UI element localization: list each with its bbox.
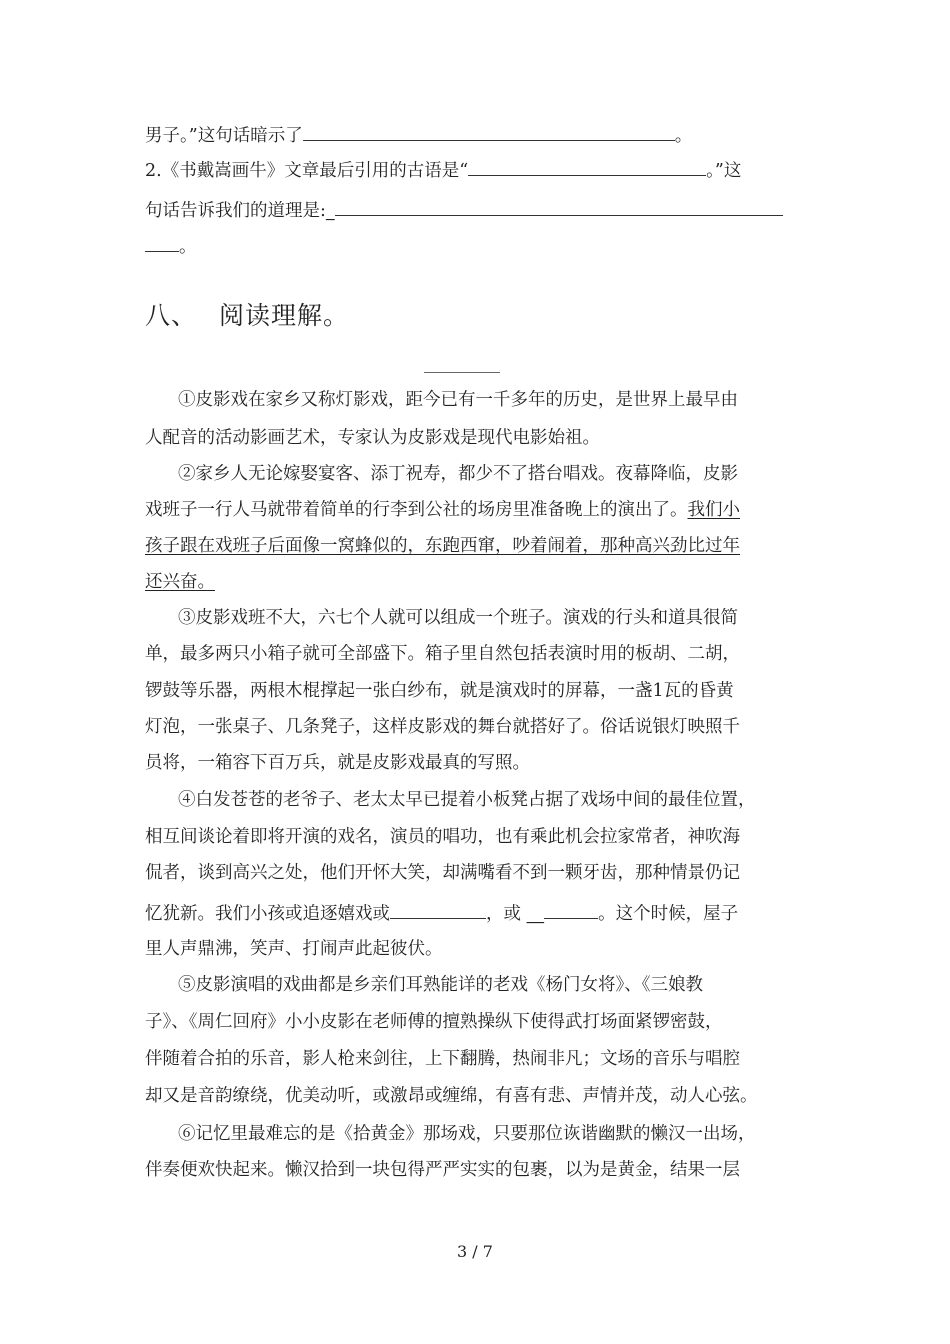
passage-line: ②家乡人无论嫁娶宴客、添丁祝寿，都少不了搭台唱戏。夜幕降临，皮影 — [178, 464, 738, 484]
passage-line: 员将，一箱容下百万兵，就是皮影戏最真的写照。 — [145, 753, 530, 773]
q2-line-2 — [145, 197, 815, 223]
passage-line: 灯泡，一张桌子、几条凳子，这样皮影戏的舞台就搭好了。俗话说银灯映照千 — [145, 717, 740, 737]
q1-tail-text: 男子。”这句话暗示了 — [145, 126, 303, 146]
passage-line: 子》、《周仁回府》小小皮影在老师傅的擅熟操纵下使得武打场面紧锣密鼓， — [145, 1012, 723, 1032]
q2-line — [145, 157, 815, 183]
answer-blank[interactable] — [468, 157, 706, 176]
section-title: 阅读理解。 — [219, 301, 350, 330]
passage-line: ⑥记忆里最难忘的是《拾黄金》那场戏，只要那位诙谐幽默的懒汉一出场， — [178, 1124, 756, 1144]
underlined-sentence: 孩子跟在戏班子后面像一窝蜂似的，东跑西窜，吵着闹着，那种高兴劲比过年 — [145, 536, 740, 556]
q2-line-3 — [145, 233, 815, 259]
blank-prefix: __ — [526, 904, 545, 924]
passage-line: 伴随着合拍的乐音，影人枪来剑往，上下翻腾，热闹非凡；文场的音乐与唱腔 — [145, 1049, 740, 1069]
passage-text: 。这个时候，屋子 — [598, 904, 739, 924]
answer-blank[interactable] — [303, 122, 675, 141]
answer-blank[interactable] — [544, 900, 598, 919]
q1-tail-line — [145, 122, 815, 148]
q2-text-2: 句话告诉我们的道理是: — [145, 201, 326, 221]
q2-underscore: _ — [325, 201, 335, 221]
page-number: 3 / 7 — [457, 1242, 493, 1261]
section-number: 八、 — [145, 301, 198, 330]
passage-line: ③皮影戏班不大，六七个人就可以组成一个班子。演戏的行头和道具很简 — [178, 608, 738, 628]
passage-line: ④白发苍苍的老爷子、老太太早已提着小板凳占据了戏场中间的最佳位置， — [178, 790, 756, 810]
answer-blank[interactable] — [145, 233, 179, 252]
passage-line: 里人声鼎沸，笑声、打闹声此起彼伏。 — [145, 939, 443, 959]
section-heading — [145, 300, 349, 332]
passage-line: 侃者，谈到高兴之处，他们开怀大笑，却满嘴看不到一颗牙齿，那种情景仍记 — [145, 863, 740, 883]
passage-line: 锣鼓等乐器，两根木棍撑起一张白纱布，就是演戏时的屏幕，一盏1瓦的昏黄 — [145, 681, 734, 701]
passage-line: ①皮影戏在家乡又称灯影戏，距今已有一千多年的历史，是世界上最早由 — [178, 390, 738, 410]
q1-tail-end: 。 — [674, 126, 693, 146]
q2-mid: 。”这 — [706, 161, 742, 181]
passage-line: 人配音的活动影画艺术，专家认为皮影戏是现代电影始祖。 — [145, 428, 600, 448]
passage-line: 伴奏便欢快起来。懒汉拾到一块包得严严实实的包裹，以为是黄金，结果一层 — [145, 1160, 740, 1180]
underlined-sentence: 我们小 — [687, 500, 740, 520]
passage-text: 忆犹新。我们小孩或追逐嬉戏或 — [145, 904, 390, 924]
passage-line — [145, 498, 815, 522]
passage-line: 相互间谈论着即将开演的戏名，演员的唱功，也有乘此机会拉家常者，神吹海 — [145, 827, 740, 847]
underlined-sentence: 还兴奋。 — [145, 572, 215, 592]
answer-blank[interactable] — [390, 900, 486, 919]
q2-end: 。 — [179, 237, 197, 257]
passage-title-blank[interactable] — [424, 372, 500, 373]
passage-line: ⑤皮影演唱的戏曲都是乡亲们耳熟能详的老戏《杨门女将》、《三娘教 — [178, 975, 703, 995]
passage-line: 却又是音韵缭绕，优美动听，或激昂或缠绵，有喜有悲、声情并茂，动人心弦。 — [145, 1086, 758, 1106]
q2-text: 2.《书戴嵩画牛》文章最后引用的古语是“ — [145, 161, 469, 181]
passage-text: ，或 — [486, 904, 527, 924]
passage-text: 戏班子一行人马就带着简单的行李到公社的场房里准备晚上的演出了。 — [145, 500, 688, 520]
passage-line: 单，最多两只小箱子就可全部盛下。箱子里自然包括表演时用的板胡、二胡， — [145, 644, 740, 664]
answer-blank[interactable] — [335, 197, 783, 216]
passage-line — [145, 900, 815, 926]
